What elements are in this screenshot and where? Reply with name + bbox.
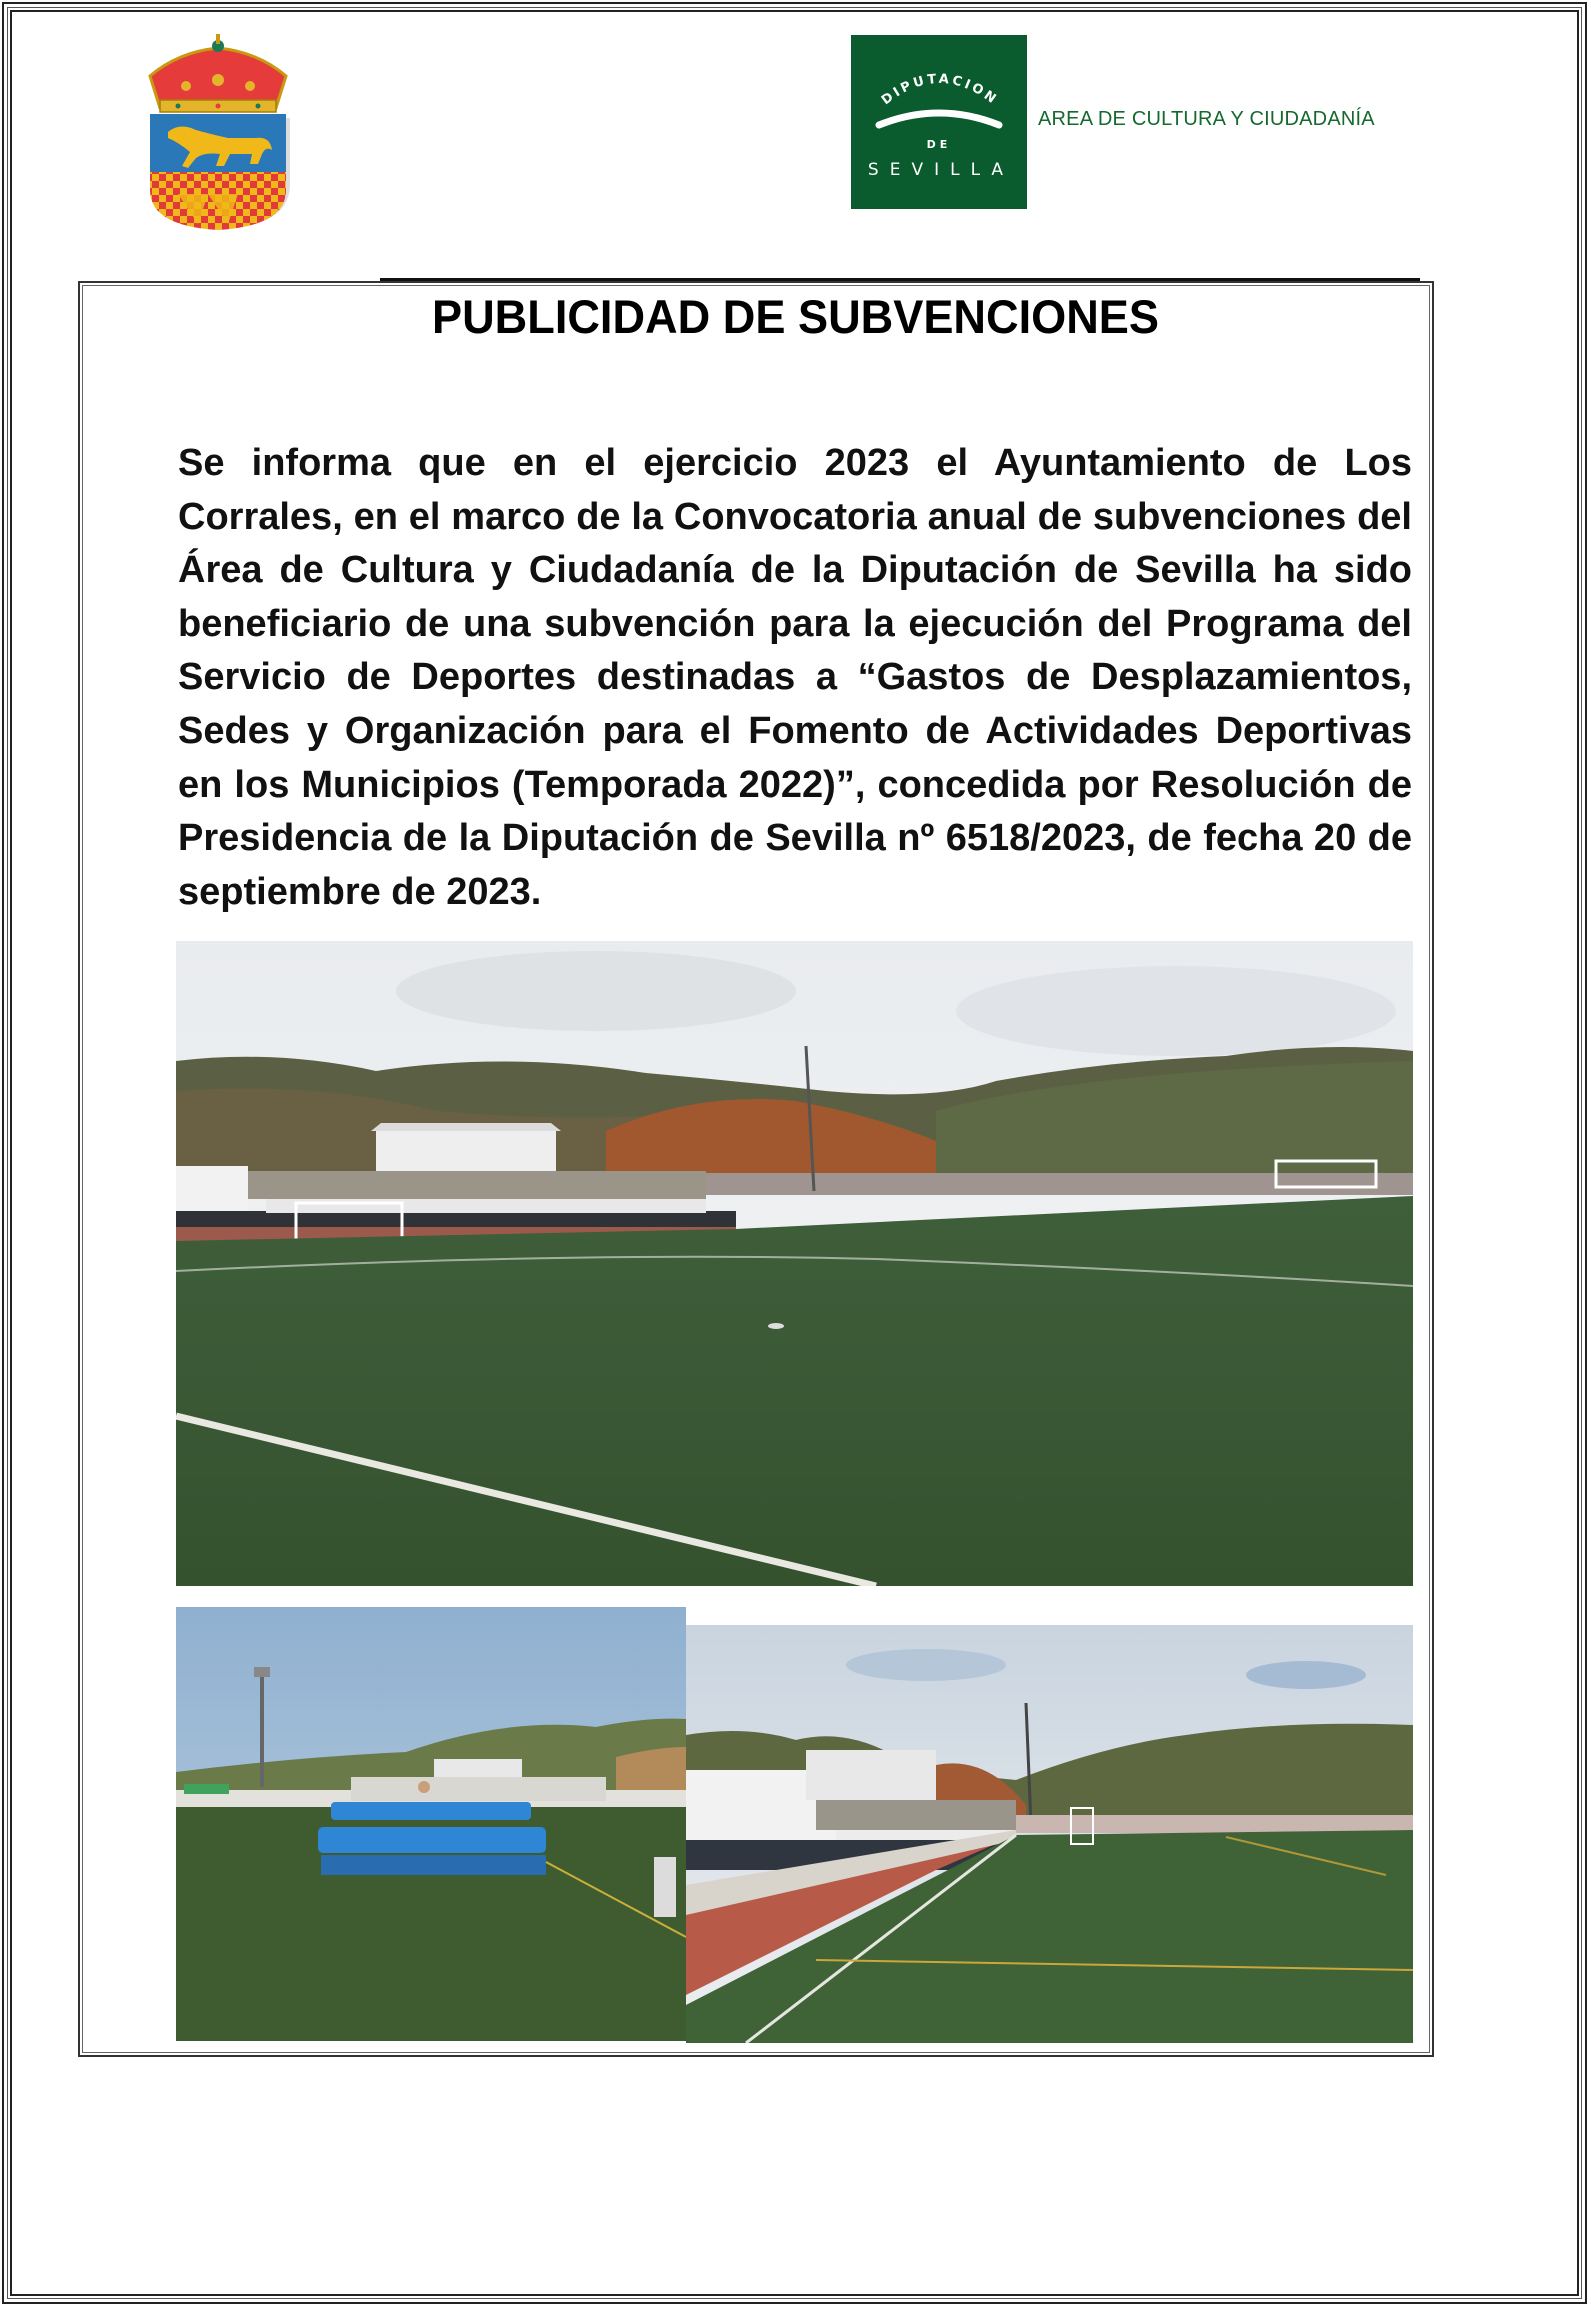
area-label: AREA DE CULTURA Y CIUDADANÍA [1038,108,1375,130]
svg-text:DIPUTACION [879,72,1001,109]
photo-stadium [686,1625,1413,2043]
photo-youth-team [176,1607,686,2041]
document-body: Se informa que en el ejercicio 2023 el Ayuntamiento de Los Corrales, en el marco de la Convocatoria anual de subvenciones del Área de Cultura y Ciudadanía de la Diputación de Sevilla ha sido beneficiario de una subvención para la ejecución del Programa del Servicio de Deportes destinadas a “Gastos de Desplazamientos, Sedes y Organización para el Fomento de Actividades Deportivas en los Municipios (Temporada 2022)”, concedida por Resolución de Presidencia de la Diputación de Sevilla nº 6518/2023, de fecha 20 de septiembre de 2023. [178,442,1412,913]
coat-of-arms-logo [138,34,298,230]
logo-de-text: DE [926,138,952,151]
logo-arc-text: DIPUTACION [878,71,1001,109]
logo-sevilla-text: SEVILLA [867,160,1015,180]
photo-football-field [176,941,1413,1586]
diputacion-sevilla-logo [851,35,1027,209]
document-title: PUBLICIDAD DE SUBVENCIONES [431,290,1160,343]
